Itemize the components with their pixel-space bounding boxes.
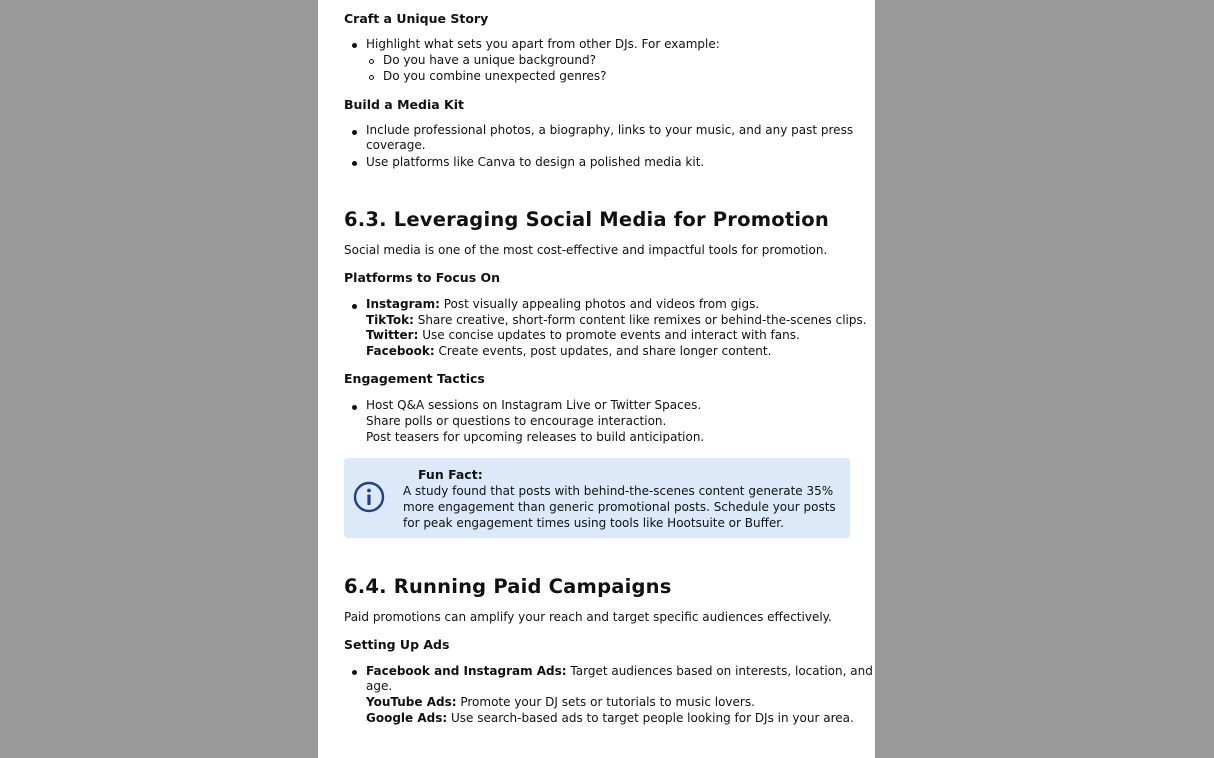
ads-heading: Setting Up Ads [344,637,450,652]
list-item: Host Q&A sessions on Instagram Live or Twitter Spaces. [366,398,702,412]
sub-bullet [369,75,374,80]
platform-label: Twitter: [366,328,419,342]
list-item: Instagram: Post visually appealing photos and videos from gigs. [366,297,760,311]
list-item: Share polls or questions to encourage interaction. [366,414,667,428]
list-item: TikTok: Share creative, short-form content like remixes or behind-the-scenes clips. [366,313,867,327]
list-item-continuation: coverage. [366,138,426,152]
platform-label: Instagram: [366,297,440,311]
bullet [352,405,357,410]
ad-label: YouTube Ads: [366,695,457,709]
bullet [352,161,357,166]
platforms-heading: Platforms to Focus On [344,270,501,285]
craft-heading: Craft a Unique Story [344,11,489,26]
section-title-6-3: 6.3. Leveraging Social Media for Promotion [344,208,829,231]
ad-label: Facebook and Instagram Ads: [366,664,567,678]
list-item: YouTube Ads: Promote your DJ sets or tutorials to music lovers. [366,695,755,709]
list-item: Facebook: Create events, post updates, and share longer content. [366,344,772,358]
bullet [352,304,357,309]
document-page [318,0,875,758]
media-kit-heading: Build a Media Kit [344,97,464,112]
bullet [352,670,357,675]
fun-fact-text: A study found that posts with behind-the-scenes content generate 35% more engagement than generic promotional posts. Schedule your posts for peak engagement times using tools like Hootsuite or Buffer. [403,484,836,530]
list-item: Include professional photos, a biography, links to your music, and any past press [366,123,854,137]
list-item: Post teasers for upcoming releases to build anticipation. [366,430,705,444]
list-item: Do you combine unexpected genres? [383,69,607,83]
fun-fact-title: Fun Fact: [418,467,483,482]
list-item: Do you have a unique background? [383,53,596,67]
section-title-6-4: 6.4. Running Paid Campaigns [344,575,672,598]
list-item: Highlight what sets you apart from other DJs. For example: [366,37,720,51]
sub-bullet [369,59,374,64]
info-icon [353,481,385,513]
social-intro: Social media is one of the most cost-effective and impactful tools for promotion. [344,243,828,257]
platform-label: Facebook: [366,344,435,358]
fun-fact-callout [344,458,850,538]
tactics-heading: Engagement Tactics [344,371,485,386]
paid-intro: Paid promotions can amplify your reach and target specific audiences effectively. [344,610,832,624]
list-item: Twitter: Use concise updates to promote events and interact with fans. [366,328,800,342]
bullet [352,130,357,135]
platform-label: TikTok: [366,313,414,327]
list-item: Facebook and Instagram Ads: Target audiences based on interests, location, and [366,664,873,678]
bullet [352,43,357,48]
list-item: Google Ads: Use search-based ads to target people looking for DJs in your area. [366,711,854,725]
ad-label: Google Ads: [366,711,448,725]
list-item-continuation: age. [366,679,393,693]
list-item: Use platforms like Canva to design a polished media kit. [366,155,705,169]
